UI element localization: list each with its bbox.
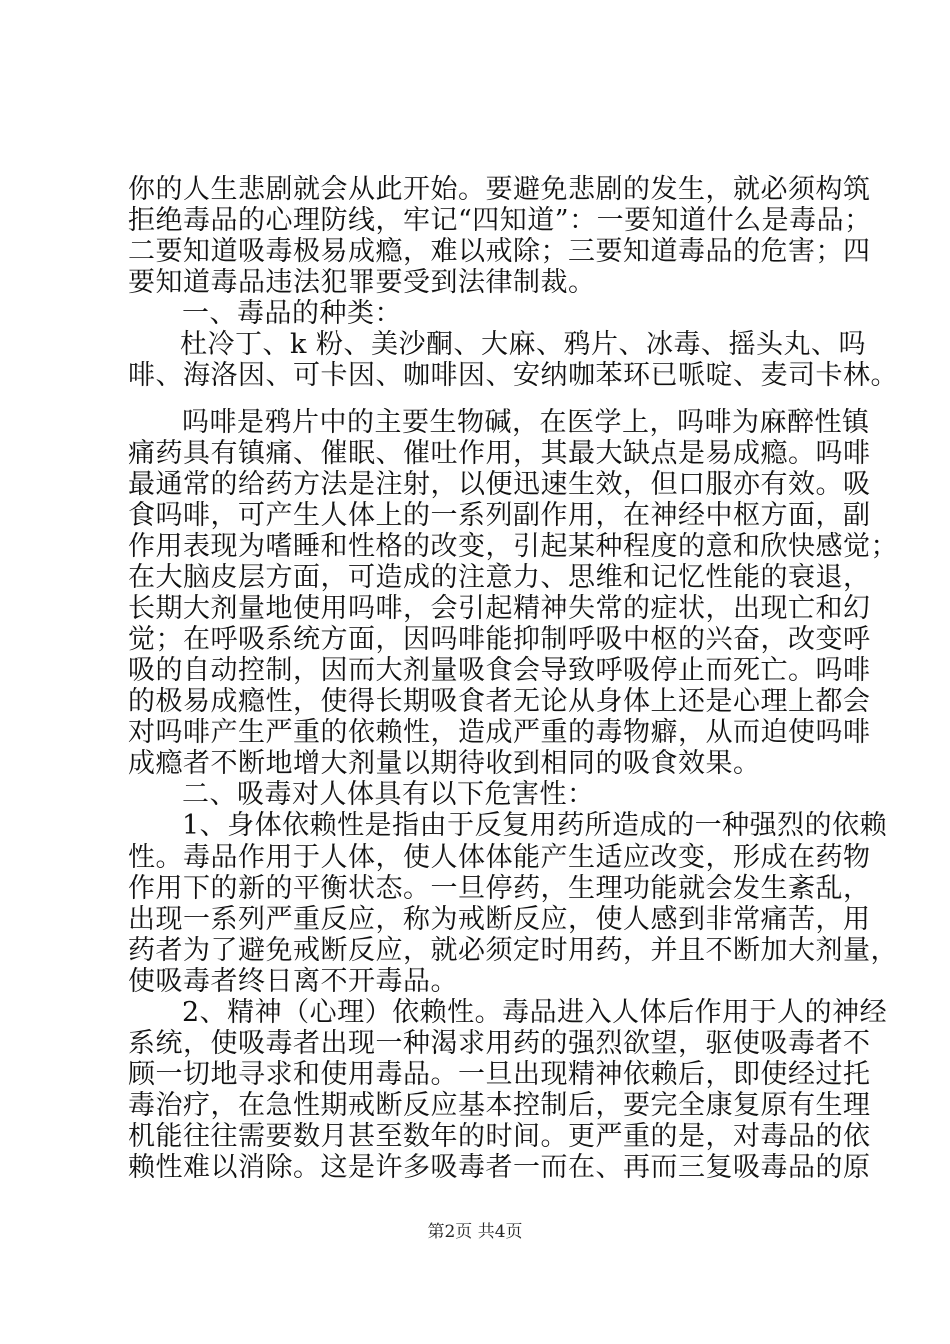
text-line: 啡、海洛因、可卡因、咖啡因、安纳咖苯环已哌啶、麦司卡林。 [128,360,898,391]
text-line: 长期大剂量地使用吗啡，会引起精神失常的症状，出现亡和幻 [128,593,871,624]
text-line: 痛药具有镇痛、催眠、催吐作用，其最大缺点是易成瘾。吗啡 [128,438,871,469]
text-line: 的极易成瘾性，使得长期吸食者无论从身体上还是心理上都会 [128,686,871,717]
text-line: 系统，使吸毒者出现一种渴求用药的强烈欲望，驱使吸毒者不 [128,1028,871,1059]
text-line: 觉；在呼吸系统方面，因吗啡能抑制呼吸中枢的兴奋，改变呼 [128,624,871,655]
text-line: 使吸毒者终日离不开毒品。 [128,966,458,997]
text-line: 在大脑皮层方面，可造成的注意力、思维和记忆性能的衰退， [128,562,871,593]
text-line: 二要知道吸毒极易成瘾，难以戒除；三要知道毒品的危害；四 [128,236,871,267]
text-line: 杜冷丁、k 粉、美沙酮、大麻、鸦片、冰毒、摇头丸、吗 [180,329,866,360]
text-line: 药者为了避免戒断反应，就必须定时用药，并且不断加大剂量， [128,935,898,966]
text-line: 2、精神（心理）依赖性。毒品进入人体后作用于人的神经 [182,997,888,1028]
text-line: 最通常的给药方法是注射，以便迅速生效，但口服亦有效。吸 [128,469,871,500]
text-line: 1、身体依赖性是指由于反复用药所造成的一种强烈的依赖 [182,810,888,841]
text-line: 成瘾者不断地增大剂量以期待收到相同的吸食效果。 [128,748,761,779]
text-line: 你的人生悲剧就会从此开始。要避免悲剧的发生，就必须构筑 [128,174,871,205]
text-line: 对吗啡产生严重的依赖性，造成严重的毒物癖，从而迫使吗啡 [128,717,871,748]
text-line: 吗啡是鸦片中的主要生物碱，在医学上，吗啡为麻醉性镇 [182,407,870,438]
section-heading: 一、毒品的种类： [182,298,402,329]
text-line: 拒绝毒品的心理防线，牢记“四知道”：一要知道什么是毒品； [128,205,872,236]
section-heading: 二、吸毒对人体具有以下危害性： [182,779,595,810]
text-line: 吸的自动控制，因而大剂量吸食会导致呼吸停止而死亡。吗啡 [128,655,871,686]
text-line: 赖性难以消除。这是许多吸毒者一而在、再而三复吸毒品的原 [128,1152,871,1183]
text-line: 作用下的新的平衡状态。一旦停药，生理功能就会发生紊乱， [128,873,871,904]
text-line: 出现一系列严重反应，称为戒断反应，使人感到非常痛苦，用 [128,904,871,935]
text-line: 作用表现为嗜睡和性格的改变，引起某种程度的意和欣快感觉； [128,531,898,562]
text-line: 毒治疗，在急性期戒断反应基本控制后，要完全康复原有生理 [128,1090,871,1121]
text-line: 要知道毒品违法犯罪要受到法律制裁。 [128,267,596,298]
text-line: 食吗啡，可产生人体上的一系列副作用，在神经中枢方面，副 [128,500,871,531]
text-line: 机能往往需要数月甚至数年的时间。更严重的是，对毒品的依 [128,1121,871,1152]
text-line: 性。毒品作用于人体，使人体体能产生适应改变，形成在药物 [128,842,871,873]
text-line: 顾一切地寻求和使用毒品。一旦出现精神依赖后，即使经过托 [128,1059,871,1090]
page-number-footer: 第2页 共4页 [427,1222,523,1242]
